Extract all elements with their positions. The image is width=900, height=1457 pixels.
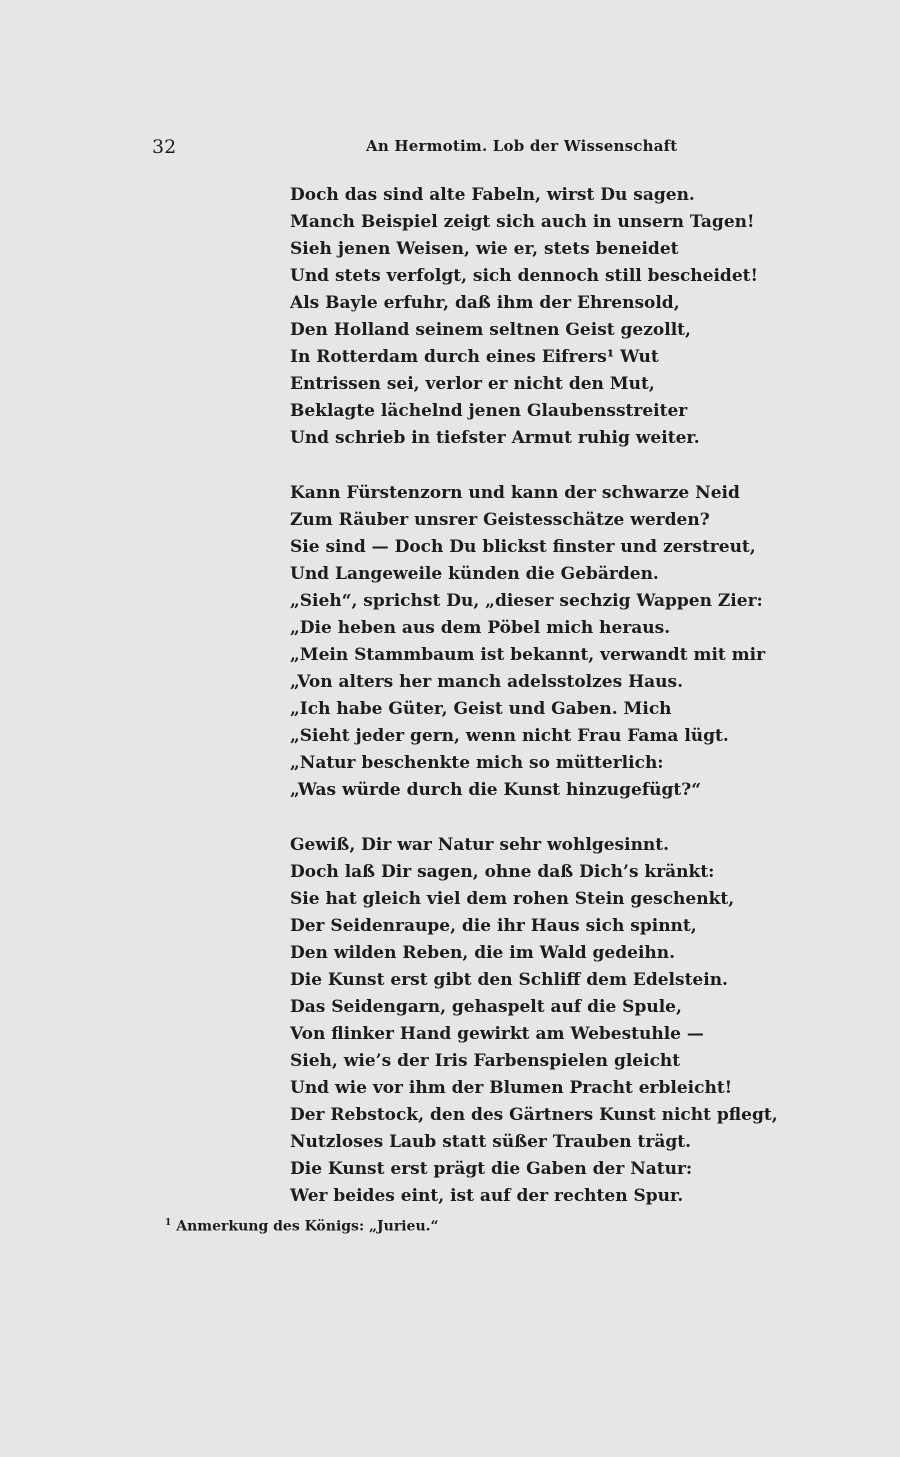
poem-line: Zum Räuber unsrer Geistesschätze werden? bbox=[290, 510, 710, 530]
poem-line: Beklagte lächelnd jenen Glaubensstreiter bbox=[290, 401, 688, 421]
poem-line: Den Holland seinem seltnen Geist gezollt, bbox=[290, 320, 691, 340]
poem-line: Sie sind — Doch Du blickst finster und zerstreut, bbox=[290, 537, 756, 557]
poem-line: Den wilden Reben, die im Wald gedeihn. bbox=[290, 943, 676, 963]
poem-line: „Mein Stammbaum ist bekannt, verwandt mit mir bbox=[290, 645, 766, 665]
poem-line: „Was würde durch die Kunst hinzugefügt?“ bbox=[290, 780, 702, 800]
stanza-gap bbox=[290, 452, 850, 480]
poem-line: Und Langeweile künden die Gebärden. bbox=[290, 564, 659, 584]
poem-line: Die Kunst erst gibt den Schliff dem Edelstein. bbox=[290, 970, 728, 990]
poem-line: „Von alters her manch adelsstolzes Haus. bbox=[290, 672, 684, 692]
poem-line: Manch Beispiel zeigt sich auch in unsern Tagen! bbox=[290, 212, 755, 232]
poem-line: Von flinker Hand gewirkt am Webestuhle — bbox=[290, 1024, 704, 1044]
poem-line: Entrissen sei, verlor er nicht den Mut, bbox=[290, 374, 655, 394]
poem-line: „Sieh“, sprichst Du, „dieser sechzig Wappen Zier: bbox=[290, 591, 763, 611]
page-number: 32 bbox=[152, 136, 177, 158]
poem-line: „Ich habe Güter, Geist und Gaben. Mich bbox=[290, 699, 672, 719]
poem-line: Doch laß Dir sagen, ohne daß Dich’s kränkt: bbox=[290, 862, 715, 882]
poem-line: Kann Fürstenzorn und kann der schwarze Neid bbox=[290, 483, 740, 503]
poem bbox=[290, 182, 850, 1210]
poem-line: In Rotterdam durch eines Eifrers¹ Wut bbox=[290, 347, 659, 367]
stanza-gap bbox=[290, 804, 850, 832]
poem-line: Das Seidengarn, gehaspelt auf die Spule, bbox=[290, 997, 682, 1017]
poem-line: Der Seidenraupe, die ihr Haus sich spinnt, bbox=[290, 916, 697, 936]
poem-line: Sie hat gleich viel dem rohen Stein geschenkt, bbox=[290, 889, 735, 909]
stanza-3 bbox=[290, 832, 850, 1210]
running-title: An Hermotim. Lob der Wissenschaft bbox=[366, 137, 678, 155]
poem-line: Die Kunst erst prägt die Gaben der Natur: bbox=[290, 1159, 693, 1179]
poem-line: Wer beides eint, ist auf der rechten Spur. bbox=[290, 1186, 684, 1206]
footnote bbox=[165, 1218, 439, 1235]
poem-line: Als Bayle erfuhr, daß ihm der Ehrensold, bbox=[290, 293, 680, 313]
poem-line: Sieh jenen Weisen, wie er, stets beneidet bbox=[290, 239, 679, 259]
poem-line: Der Rebstock, den des Gärtners Kunst nicht pflegt, bbox=[290, 1105, 778, 1125]
poem-line: Und schrieb in tiefster Armut ruhig weiter. bbox=[290, 428, 700, 448]
poem-line: „Sieht jeder gern, wenn nicht Frau Fama lügt. bbox=[290, 726, 729, 746]
poem-line: „Die heben aus dem Pöbel mich heraus. bbox=[290, 618, 671, 638]
poem-line: Nutzloses Laub statt süßer Trauben trägt. bbox=[290, 1132, 692, 1152]
footnote-text: Anmerkung des Königs: „Jurieu.“ bbox=[176, 1218, 439, 1235]
poem-line: Und wie vor ihm der Blumen Pracht erbleicht! bbox=[290, 1078, 733, 1098]
stanza-1 bbox=[290, 182, 850, 452]
page-header bbox=[0, 136, 900, 160]
poem-line: Gewiß, Dir war Natur sehr wohlgesinnt. bbox=[290, 835, 670, 855]
footnote-marker: 1 bbox=[165, 1218, 172, 1228]
stanza-2 bbox=[290, 480, 850, 804]
poem-line: Sieh, wie’s der Iris Farbenspielen gleicht bbox=[290, 1051, 681, 1071]
poem-line: „Natur beschenkte mich so mütterlich: bbox=[290, 753, 664, 773]
poem-line: Doch das sind alte Fabeln, wirst Du sagen. bbox=[290, 185, 695, 205]
poem-line: Und stets verfolgt, sich dennoch still bescheidet! bbox=[290, 266, 758, 286]
